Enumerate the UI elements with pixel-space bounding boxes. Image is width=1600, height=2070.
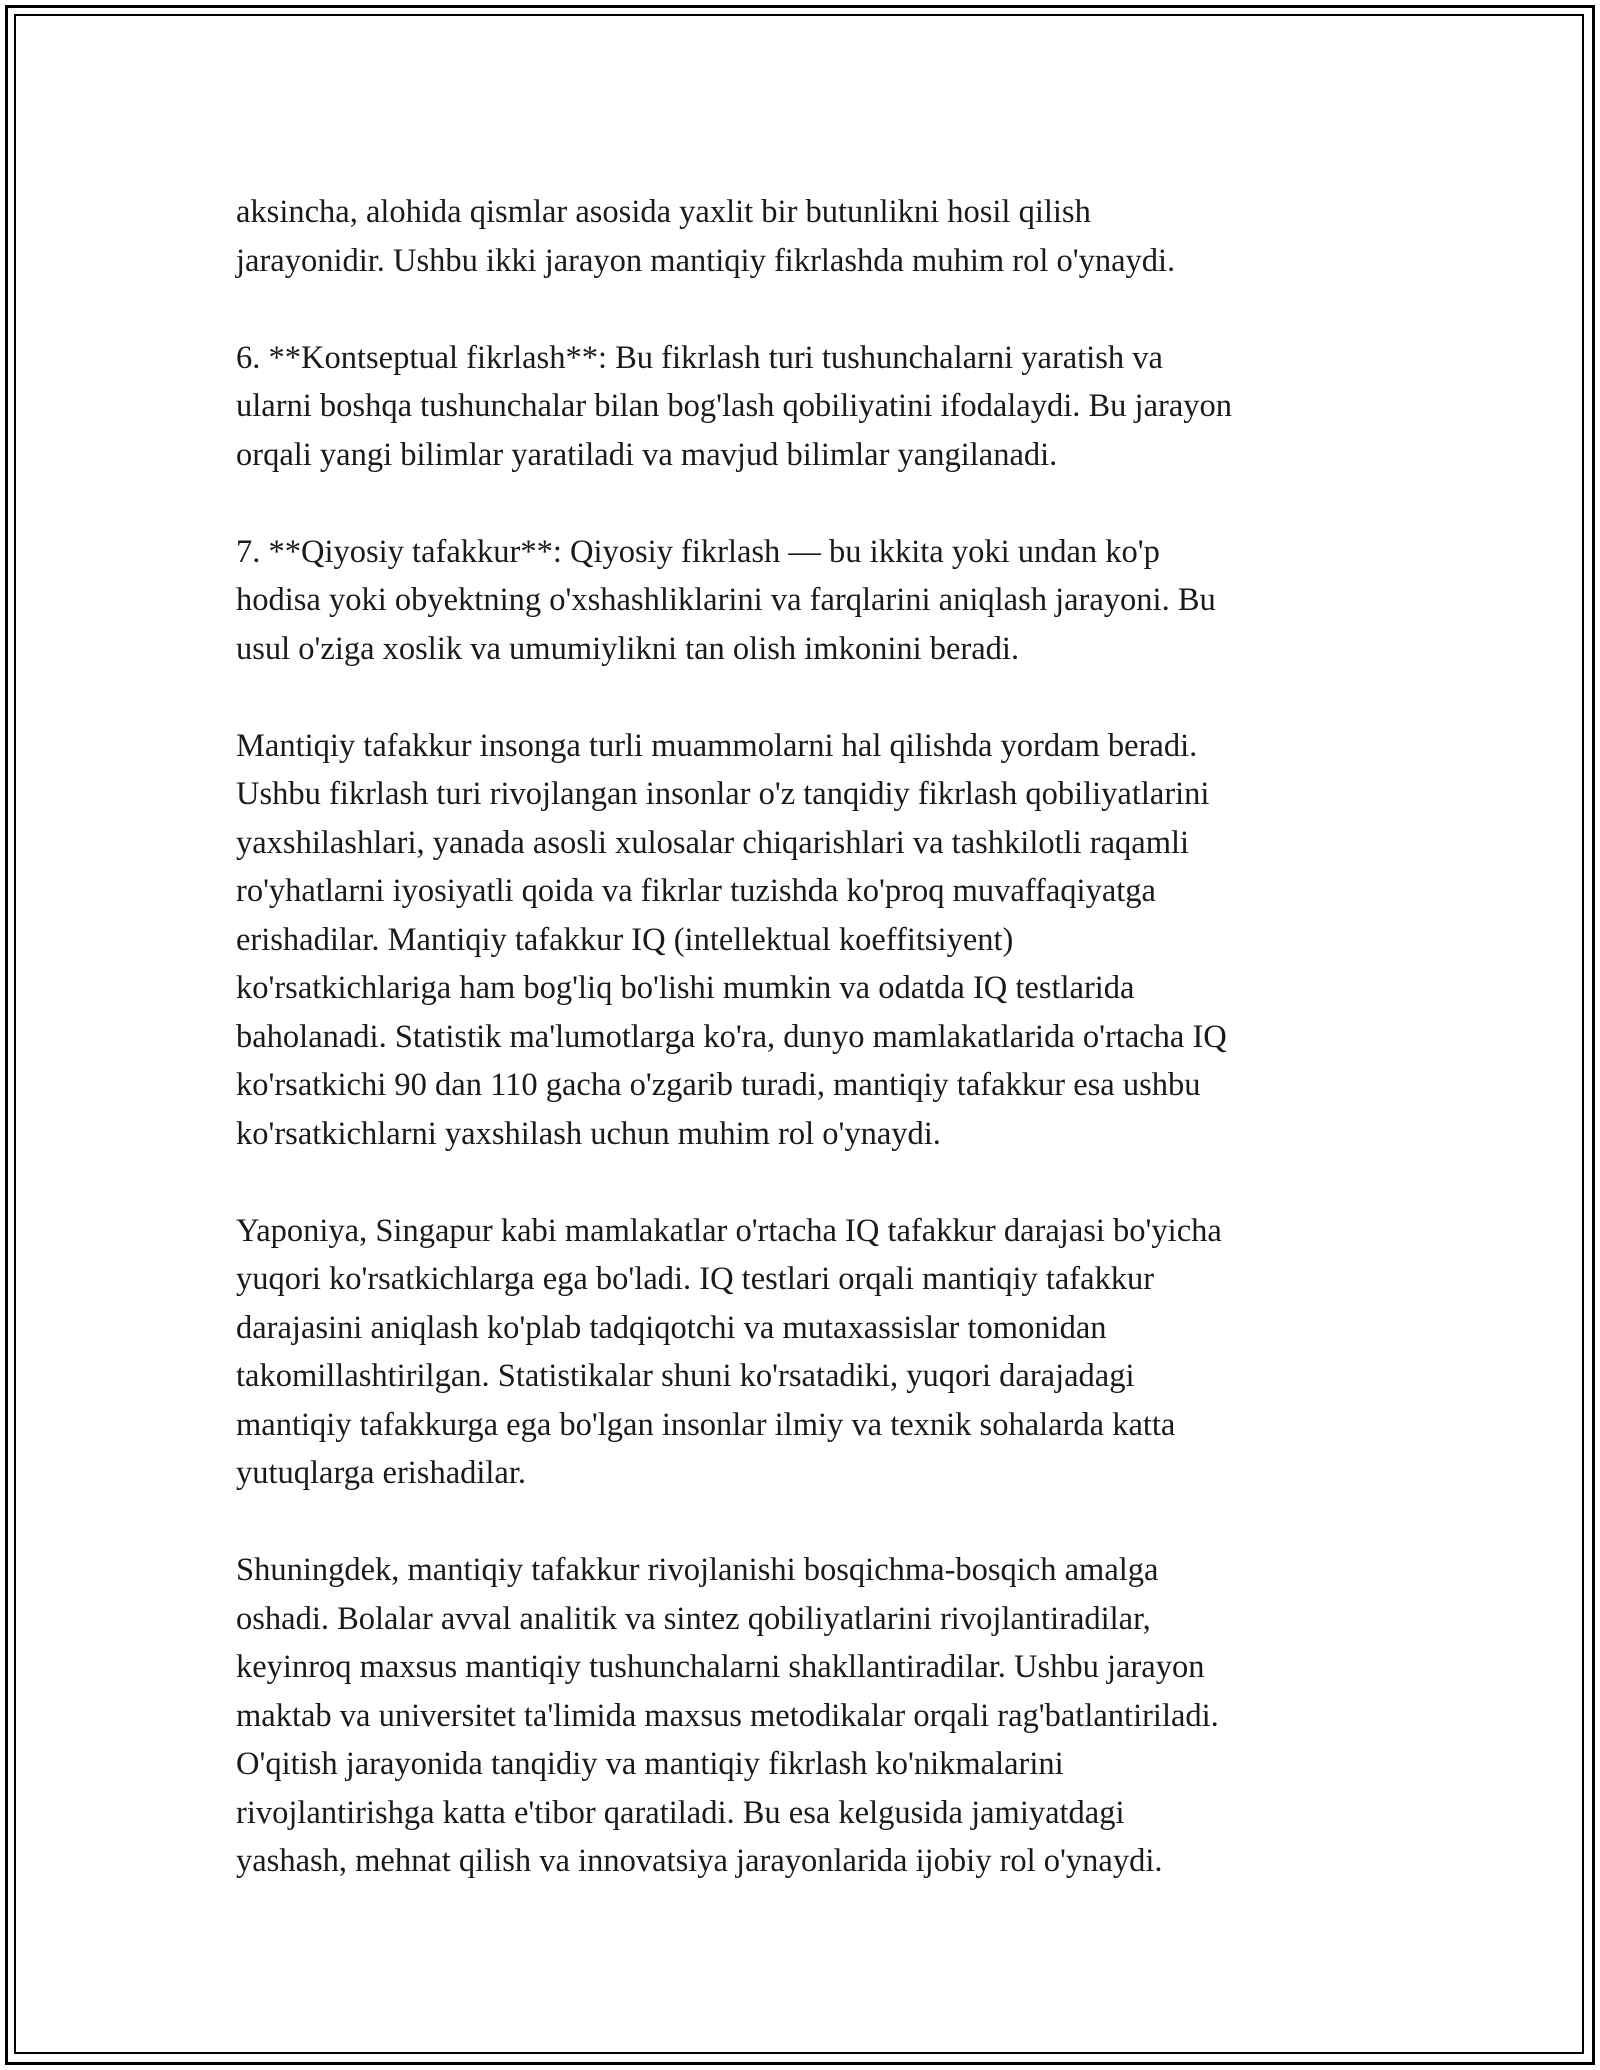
document-body	[236, 188, 1366, 1886]
paragraph: Yaponiya, Singapur kabi mamlakatlar o'rtacha IQ tafakkur darajasi bo'yicha yuqori ko'rsatkichlarga ega bo'ladi. IQ testlari orqali mantiqiy tafakkur darajasini aniqlash ko'plab tadqiqotchi va mutaxassislar tomonidan takomillashtirilgan. Statistikalar shuni ko'rsatadiki, yuqori darajadagi mantiqiy tafakkurga ega bo'lgan insonlar ilmiy va texnik sohalarda katta yutuqlarga erishadilar.	[236, 1212, 1222, 1491]
paragraph: Mantiqiy tafakkur insonga turli muammolarni hal qilishda yordam beradi. Ushbu fikrlash turi rivojlangan insonlar o'z tanqidiy fikrlash qobiliyatlarini yaxshilashlari, yanada asosli xulosalar chiqarishlari va tashkilotli raqamli ro'yhatlarni iyosiyatli qoida va fikrlar tuzishda ko'proq muvaffaqiyatga erishadilar. Mantiqiy tafakkur IQ (intellektual koeffitsiyent) ko'rsatkichlariga ham bog'liq bo'lishi mumkin va odatda IQ testlarida baholanadi. Statistik ma'lumotlarga ko'ra, dunyo mamlakatlarida o'rtacha IQ ko'rsatkichi 90 dan 110 gacha o'zgarib turadi, mantiqiy tafakkur esa ushbu ko'rsatkichlarni yaxshilash uchun muhim rol o'ynaydi.	[236, 727, 1227, 1152]
paragraph: 6. **Kontseptual fikrlash**: Bu fikrlash turi tushunchalarni yaratish va ularni boshqa tushunchalar bilan bog'lash qobiliyatini ifodalaydi. Bu jarayon orqali yangi bilimlar yaratiladi va mavjud bilimlar yangilanadi.	[236, 339, 1232, 473]
paragraph: Shuningdek, mantiqiy tafakkur rivojlanishi bosqichma-bosqich amalga oshadi. Bolalar avval analitik va sintez qobiliyatlarini rivojlantiradilar, keyinroq maxsus mantiqiy tushunchalarni shakllantiradilar. Ushbu jarayon maktab va universitet ta'limida maxsus metodikalar orqali rag'batlantiriladi. O'qitish jarayonida tanqidiy va mantiqiy fikrlash ko'nikmalarini rivojlantirishga katta e'tibor qaratiladi. Bu esa kelgusida jamiyatdagi yashash, mehnat qilish va innovatsiya jarayonlarida ijobiy rol o'ynaydi.	[236, 1552, 1219, 1879]
paragraph: aksincha, alohida qismlar asosida yaxlit bir butunlikni hosil qilish jarayonidir. Ushbu ikki jarayon mantiqiy fikrlashda muhim rol o'ynaydi.	[236, 194, 1176, 279]
paragraph: 7. **Qiyosiy tafakkur**: Qiyosiy fikrlash — bu ikkita yoki undan ko'p hodisa yoki obyektning o'xshashliklarini va farqlarini aniqlash jarayoni. Bu usul o'ziga xoslik va umumiylikni tan olish imkonini beradi.	[236, 533, 1216, 667]
